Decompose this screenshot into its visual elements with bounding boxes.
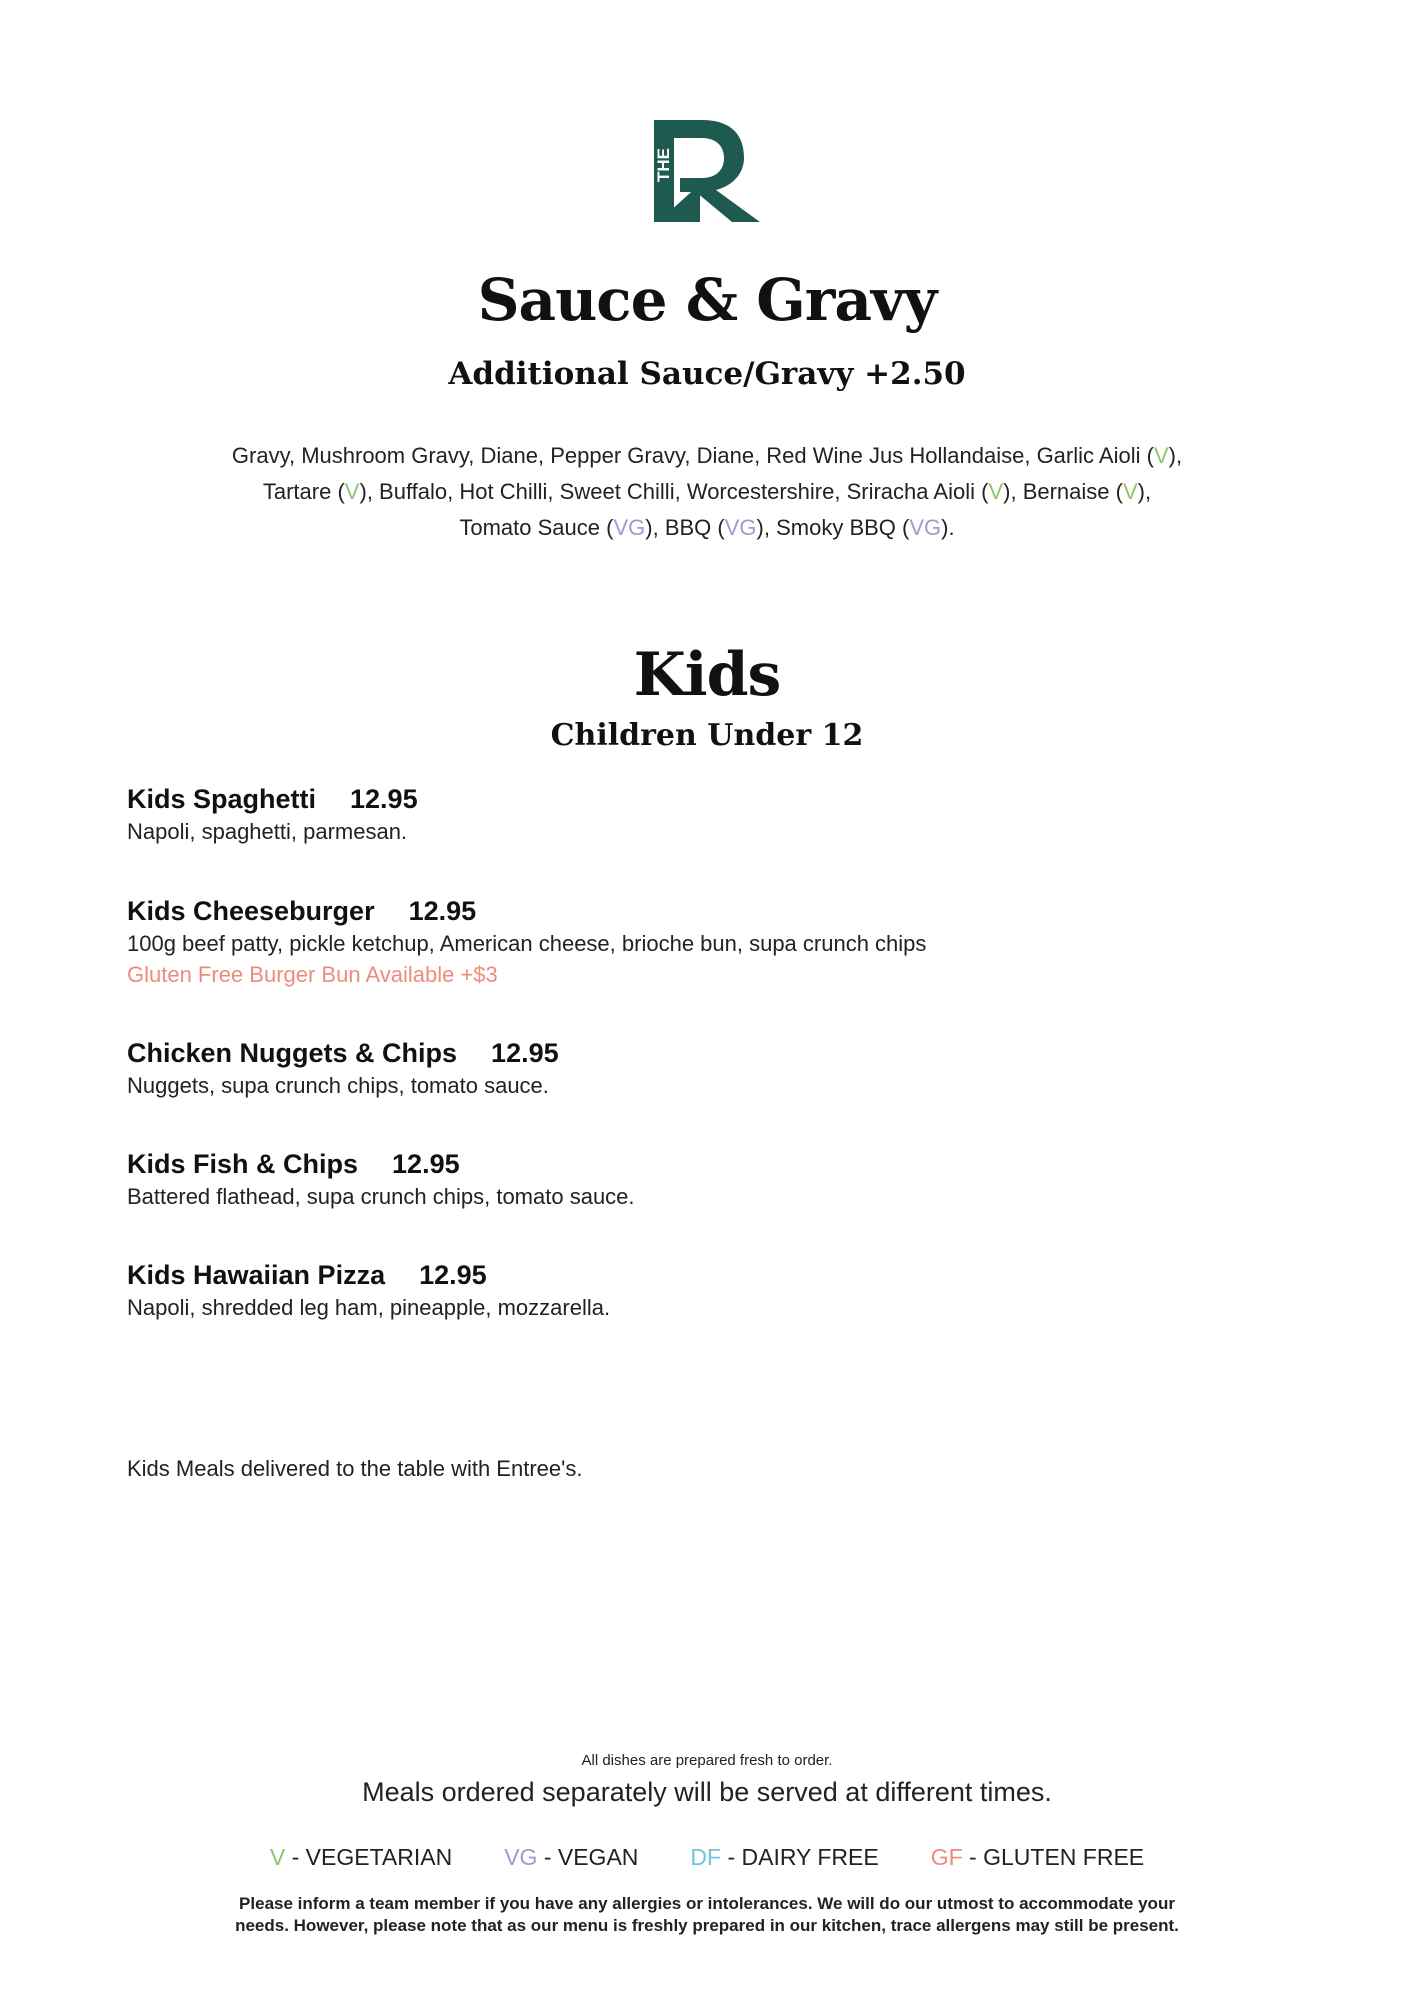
legend-code: V: [269, 1844, 286, 1870]
sauce-name: Gravy: [231, 443, 289, 468]
kids-section-title: Kids: [633, 640, 781, 710]
dietary-tag: V: [344, 479, 360, 504]
sauce-item: Tartare (V),: [262, 479, 380, 504]
sauce-item: Diane,: [696, 443, 767, 468]
sauce-item: Tomato Sauce (VG),: [459, 515, 665, 540]
item-name: Kids Hawaiian Pizza: [127, 1260, 386, 1290]
item-price: 12.95: [408, 896, 477, 926]
sauce-section-subtitle: Additional Sauce/Gravy +2.50: [448, 356, 966, 392]
sauce-item: Sriracha Aioli (V),: [846, 479, 1023, 504]
item-price: 12.95: [491, 1038, 559, 1068]
item-price: 12.95: [419, 1260, 487, 1290]
sauce-name: Smoky BBQ: [776, 515, 896, 540]
sauce-item: Hot Chilli,: [459, 479, 560, 504]
sauce-name: BBQ: [664, 515, 712, 540]
menu-item-chicken-nuggets: [127, 1036, 1287, 1101]
sauce-item: Sweet Chilli,: [559, 479, 687, 504]
legend-code: GF: [930, 1844, 963, 1870]
legend-label: - DAIRY FREE: [721, 1844, 879, 1870]
legend-label: - VEGETARIAN: [285, 1844, 453, 1870]
legend-entry: [690, 1844, 878, 1870]
dietary-tag: VG: [724, 515, 757, 540]
allergy-notice: [0, 1893, 1414, 1937]
sauce-item: Diane,: [480, 443, 551, 468]
dietary-tag: VG: [613, 515, 646, 540]
item-description: Nuggets, supa crunch chips, tomato sauce.: [127, 1073, 549, 1098]
sauce-name: Tomato Sauce: [459, 515, 601, 540]
legend-entry: [270, 1844, 452, 1870]
allergy-line: needs. However, please note that as our menu is freshly prepared in our kitchen, trace allergens may still be present.: [235, 1916, 1179, 1935]
sauce-name: Garlic Aioli: [1036, 443, 1141, 468]
sauce-section-title: Sauce & Gravy: [477, 266, 937, 334]
dietary-tag: V: [1153, 443, 1169, 468]
legend-code: DF: [690, 1844, 722, 1870]
item-description: 100g beef patty, pickle ketchup, American cheese, brioche bun, supa crunch chips: [127, 931, 927, 956]
kids-meals-note: Kids Meals delivered to the table with Entree's.: [127, 1456, 583, 1481]
sauce-name: Worcestershire: [686, 479, 835, 504]
sauce-name: Red Wine Jus Hollandaise: [766, 443, 1025, 468]
separate-orders-notice: Meals ordered separately will be served at different times.: [362, 1777, 1052, 1807]
item-name: Chicken Nuggets & Chips: [127, 1038, 458, 1068]
dietary-tag: VG: [909, 515, 942, 540]
logo-icon: [633, 112, 764, 224]
sauce-name: Sriracha Aioli: [846, 479, 975, 504]
item-description: Napoli, shredded leg ham, pineapple, mozzarella.: [127, 1295, 611, 1320]
fresh-notice: All dishes are prepared fresh to order.: [581, 1752, 833, 1769]
legend-entry: [504, 1844, 638, 1870]
item-description: Napoli, spaghetti, parmesan.: [127, 819, 408, 844]
legend-label: - GLUTEN FREE: [962, 1844, 1145, 1870]
allergy-line: Please inform a team member if you have any allergies or intolerances. We will do our utmost to accommodate your: [239, 1894, 1175, 1913]
sauce-item: Red Wine Jus Hollandaise,: [766, 443, 1037, 468]
menu-item-kids-hawaiian-pizza: [127, 1258, 1287, 1323]
sauce-name: Sweet Chilli: [559, 479, 675, 504]
legend-label: - VEGAN: [537, 1844, 639, 1870]
svg-text:THE: THE: [633, 146, 650, 178]
dietary-tag: V: [1122, 479, 1138, 504]
sauce-item: Pepper Gravy,: [550, 443, 697, 468]
sauce-item: Garlic Aioli (V),: [1036, 443, 1183, 468]
sauce-item: Buffalo,: [379, 479, 460, 504]
legend-code: VG: [504, 1844, 538, 1870]
sauce-name: Bernaise: [1022, 479, 1110, 504]
item-name: Kids Fish & Chips: [127, 1149, 359, 1179]
item-name: Kids Spaghetti: [127, 784, 317, 814]
sauce-item: Gravy,: [231, 443, 302, 468]
sauce-item: Worcestershire,: [686, 479, 847, 504]
sauce-item: BBQ (VG),: [664, 515, 777, 540]
sauce-name: Diane: [480, 443, 538, 468]
sauce-name: Hot Chilli: [459, 479, 548, 504]
item-description: Battered flathead, supa crunch chips, tomato sauce.: [127, 1184, 635, 1209]
sauce-name: Mushroom Gravy: [301, 443, 469, 468]
legend-entry: [931, 1844, 1144, 1870]
sauce-list: [0, 438, 1414, 546]
sauce-item: Bernaise (V),: [1022, 479, 1152, 504]
dietary-tag: V: [988, 479, 1004, 504]
sauce-item: Mushroom Gravy,: [301, 443, 481, 468]
item-price: 12.95: [350, 784, 418, 814]
menu-item-kids-spaghetti: [127, 782, 1287, 847]
item-name: Kids Cheeseburger: [127, 896, 375, 926]
dietary-legend: [0, 1844, 1414, 1871]
menu-item-kids-cheeseburger: [127, 894, 1287, 990]
item-price: 12.95: [392, 1149, 460, 1179]
item-note: Gluten Free Burger Bun Available +$3: [127, 962, 498, 987]
sauce-name: Pepper Gravy: [550, 443, 685, 468]
svg-text:THE: THE: [654, 148, 673, 182]
sauce-name: Diane: [696, 443, 755, 468]
menu-item-kids-fish-chips: [127, 1147, 1287, 1212]
sauce-item: Smoky BBQ (VG).: [776, 515, 955, 540]
sauce-name: Buffalo: [379, 479, 448, 504]
kids-section-subtitle: Children Under 12: [550, 718, 864, 753]
sauce-name: Tartare: [262, 479, 332, 504]
